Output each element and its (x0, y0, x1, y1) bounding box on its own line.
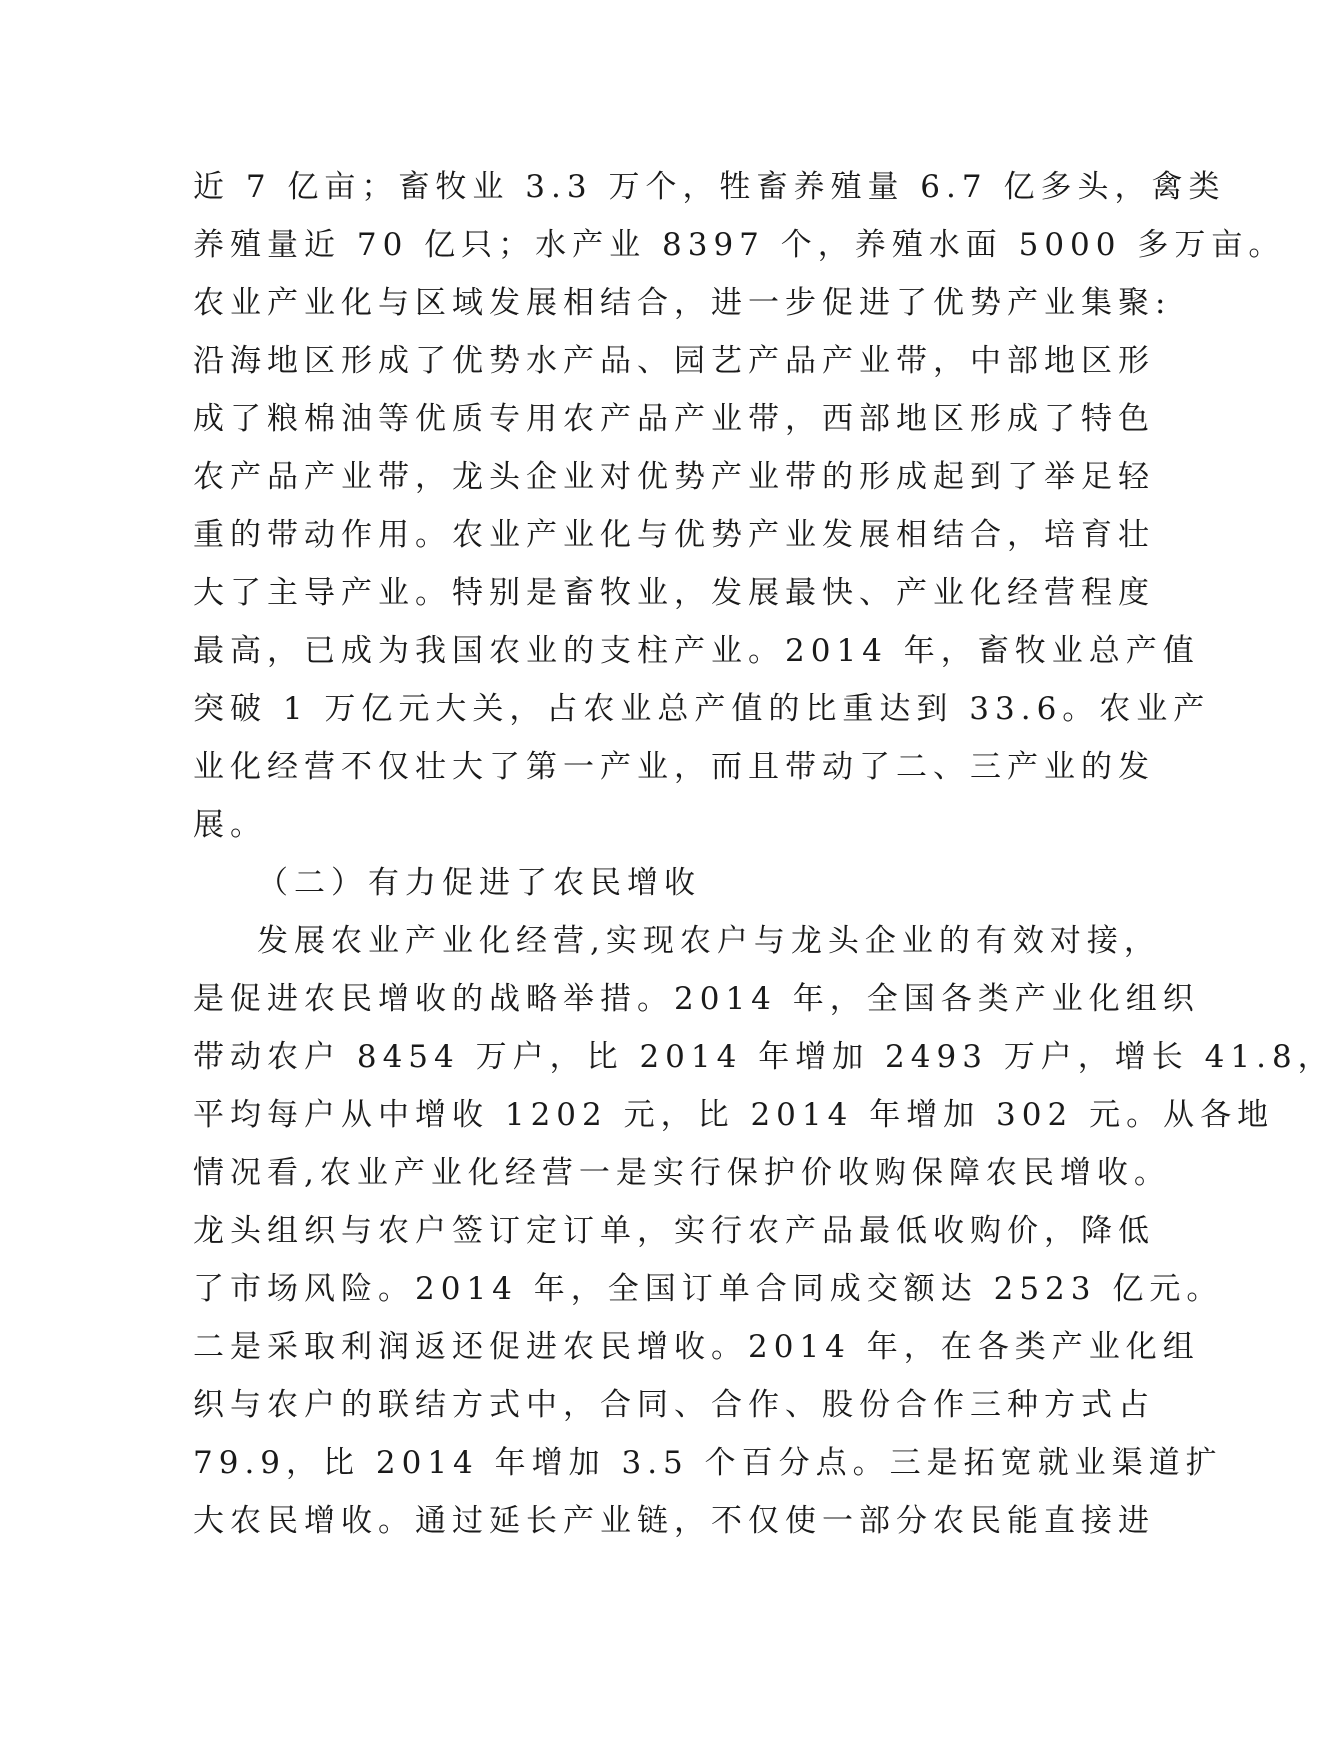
text-line: 大农民增收。通过延长产业链，不仅使一部分农民能直接进 (193, 1503, 1155, 1539)
text-line: 了市场风险。2014 年，全国订单合同成交额达 2523 亿元。 (193, 1271, 1224, 1307)
text-line: 农业产业化与区域发展相结合，进一步促进了优势产业集聚: (193, 285, 1172, 321)
text-line: 79.9，比 2014 年增加 3.5 个百分点。三是拓宽就业渠道扩 (193, 1445, 1223, 1481)
text-line: 展。 (193, 807, 267, 843)
text-line: 最高，已成为我国农业的支柱产业。2014 年，畜牧业总产值 (193, 633, 1200, 669)
text-line: 平均每户从中增收 1202 元，比 2014 年增加 302 元。从各地 (193, 1097, 1275, 1133)
text-line: 织与农户的联结方式中，合同、合作、股份合作三种方式占 (193, 1387, 1155, 1423)
section-heading: （二）有力促进了农民增收 (257, 865, 701, 901)
text-line: 二是采取利润返还促进农民增收。2014 年，在各类产业化组 (193, 1329, 1200, 1365)
text-line: 发展农业产业化经营,实现农户与龙头企业的有效对接， (257, 923, 1161, 959)
text-line: 养殖量近 70 亿只；水产业 8397 个，养殖水面 5000 多万亩。 (193, 227, 1286, 263)
text-line: 大了主导产业。特别是畜牧业，发展最快、产业化经营程度 (193, 575, 1155, 611)
text-line: 近 7 亿亩；畜牧业 3.3 万个，牲畜养殖量 6.7 亿多头，禽类 (193, 169, 1226, 205)
text-line: 重的带动作用。农业产业化与优势产业发展相结合，培育壮 (193, 517, 1155, 553)
text-line: 成了粮棉油等优质专用农产品产业带，西部地区形成了特色 (193, 401, 1155, 437)
text-line: 沿海地区形成了优势水产品、园艺产品产业带，中部地区形 (193, 343, 1155, 379)
text-line: 是促进农民增收的战略举措。2014 年，全国各类产业化组织 (193, 981, 1200, 1017)
text-line: 情况看,农业产业化经营一是实行保护价收购保障农民增收。 (193, 1155, 1171, 1191)
text-line: 带动农户 8454 万户，比 2014 年增加 2493 万户，增长 41.8， (193, 1039, 1335, 1075)
text-line: 业化经营不仅壮大了第一产业，而且带动了二、三产业的发 (193, 749, 1155, 785)
text-line: 农产品产业带，龙头企业对优势产业带的形成起到了举足轻 (193, 459, 1155, 495)
text-line: 突破 1 万亿元大关，占农业总产值的比重达到 33.6。农业产 (193, 691, 1211, 727)
text-line: 龙头组织与农户签订定订单，实行农产品最低收购价，降低 (193, 1213, 1155, 1249)
